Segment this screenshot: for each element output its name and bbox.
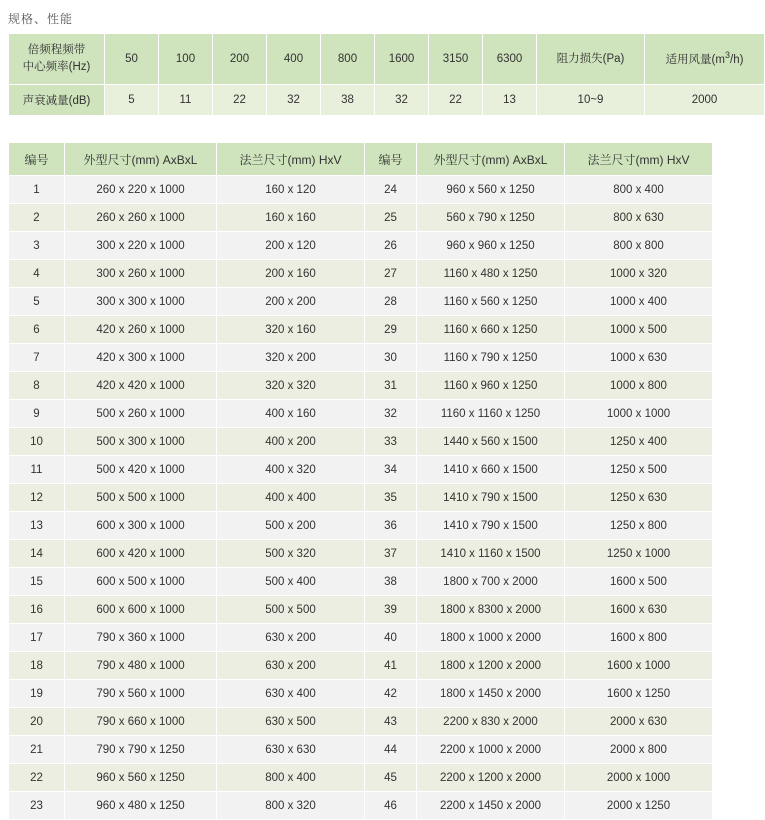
row-size-left: 790 x 560 x 1000: [65, 680, 217, 708]
row-no-right: 38: [365, 568, 417, 596]
row-flange-right: 1000 x 630: [565, 344, 713, 372]
row-no-right: 28: [365, 288, 417, 316]
row-no-right: 32: [365, 400, 417, 428]
row-flange-left: 200 x 200: [217, 288, 365, 316]
row-no-right: 34: [365, 456, 417, 484]
row-flange-left: 200 x 120: [217, 232, 365, 260]
row-size-right: 2200 x 1450 x 2000: [417, 792, 565, 820]
row-no-right: 24: [365, 176, 417, 204]
row-flange-right: 2000 x 1000: [565, 764, 713, 792]
row-no-left: 10: [9, 428, 65, 456]
row-no-right: 45: [365, 764, 417, 792]
table-row: [9, 232, 713, 260]
spec-resistance-value: 10~9: [537, 85, 645, 116]
row-no-left: 21: [9, 736, 65, 764]
row-size-left: 960 x 560 x 1250: [65, 764, 217, 792]
row-size-right: 1160 x 560 x 1250: [417, 288, 565, 316]
row-flange-right: 1250 x 1000: [565, 540, 713, 568]
row-flange-right: 1000 x 500: [565, 316, 713, 344]
row-size-right: 1800 x 8300 x 2000: [417, 596, 565, 624]
row-flange-right: 800 x 630: [565, 204, 713, 232]
table-row: [9, 176, 713, 204]
row-size-right: 1800 x 1450 x 2000: [417, 680, 565, 708]
row-flange-left: 800 x 320: [217, 792, 365, 820]
spec-freq-3150: 3150: [429, 34, 483, 85]
row-size-right: 960 x 960 x 1250: [417, 232, 565, 260]
row-no-right: 27: [365, 260, 417, 288]
row-size-right: 1800 x 700 x 2000: [417, 568, 565, 596]
row-size-left: 300 x 220 x 1000: [65, 232, 217, 260]
row-no-right: 37: [365, 540, 417, 568]
row-size-left: 420 x 300 x 1000: [65, 344, 217, 372]
table-row: [9, 260, 713, 288]
table-row: [9, 372, 713, 400]
spec-att-400: 32: [267, 85, 321, 116]
row-no-left: 23: [9, 792, 65, 820]
row-size-left: 790 x 660 x 1000: [65, 708, 217, 736]
row-size-right: 960 x 560 x 1250: [417, 176, 565, 204]
row-no-left: 17: [9, 624, 65, 652]
row-no-right: 40: [365, 624, 417, 652]
row-flange-right: 1600 x 500: [565, 568, 713, 596]
table-row: [9, 288, 713, 316]
header-no-right: 编号: [365, 143, 417, 176]
row-flange-left: 320 x 160: [217, 316, 365, 344]
row-flange-right: 800 x 800: [565, 232, 713, 260]
row-no-right: 29: [365, 316, 417, 344]
table-row: [9, 204, 713, 232]
table-row: [9, 652, 713, 680]
row-no-right: 31: [365, 372, 417, 400]
row-no-left: 14: [9, 540, 65, 568]
table-row: [9, 596, 713, 624]
row-flange-right: 1600 x 630: [565, 596, 713, 624]
spec-att-3150: 22: [429, 85, 483, 116]
row-flange-right: 1600 x 800: [565, 624, 713, 652]
spec-freq-6300: 6300: [483, 34, 537, 85]
row-flange-right: 2000 x 1250: [565, 792, 713, 820]
table-row: [9, 736, 713, 764]
row-flange-right: 1250 x 800: [565, 512, 713, 540]
row-size-right: 2200 x 1000 x 2000: [417, 736, 565, 764]
row-no-left: 8: [9, 372, 65, 400]
row-no-right: 41: [365, 652, 417, 680]
spec-row1-label-line1: 倍频程频带: [27, 44, 86, 57]
spec-freq-400: 400: [267, 34, 321, 85]
row-flange-right: 2000 x 630: [565, 708, 713, 736]
row-flange-left: 500 x 200: [217, 512, 365, 540]
row-no-left: 7: [9, 344, 65, 372]
row-size-left: 600 x 500 x 1000: [65, 568, 217, 596]
row-no-left: 9: [9, 400, 65, 428]
spec-att-100: 11: [159, 85, 213, 116]
table-row: [9, 708, 713, 736]
spec-freq-1600: 1600: [375, 34, 429, 85]
row-flange-left: 630 x 200: [217, 652, 365, 680]
table-row: [9, 540, 713, 568]
row-flange-right: 1600 x 1000: [565, 652, 713, 680]
header-flange-right: 法兰尺寸(mm) HxV: [565, 143, 713, 176]
spec-freq-800: 800: [321, 34, 375, 85]
row-no-left: 16: [9, 596, 65, 624]
row-no-right: 30: [365, 344, 417, 372]
row-size-left: 260 x 260 x 1000: [65, 204, 217, 232]
header-size-left: 外型尺寸(mm) AxBxL: [65, 143, 217, 176]
spec-att-200: 22: [213, 85, 267, 116]
row-no-left: 4: [9, 260, 65, 288]
row-no-left: 19: [9, 680, 65, 708]
spec-att-1600: 32: [375, 85, 429, 116]
row-size-left: 300 x 300 x 1000: [65, 288, 217, 316]
row-size-right: 1800 x 1200 x 2000: [417, 652, 565, 680]
dimension-table-wrapper: [8, 142, 720, 820]
row-no-right: 46: [365, 792, 417, 820]
table-row: [9, 512, 713, 540]
row-no-left: 13: [9, 512, 65, 540]
row-no-left: 15: [9, 568, 65, 596]
table-row: [9, 680, 713, 708]
row-no-right: 39: [365, 596, 417, 624]
dimension-table-header-row: [9, 143, 713, 176]
row-size-left: 500 x 500 x 1000: [65, 484, 217, 512]
spec-freq-100: 100: [159, 34, 213, 85]
row-flange-left: 400 x 320: [217, 456, 365, 484]
airflow-header-sup: 3: [724, 50, 730, 61]
row-size-left: 600 x 300 x 1000: [65, 512, 217, 540]
row-flange-left: 500 x 320: [217, 540, 365, 568]
row-size-left: 600 x 420 x 1000: [65, 540, 217, 568]
row-size-left: 420 x 260 x 1000: [65, 316, 217, 344]
row-flange-left: 500 x 500: [217, 596, 365, 624]
row-flange-left: 630 x 500: [217, 708, 365, 736]
row-no-right: 35: [365, 484, 417, 512]
spec-attenuation-row: [9, 85, 765, 116]
table-row: [9, 316, 713, 344]
header-size-right: 外型尺寸(mm) AxBxL: [417, 143, 565, 176]
spec-resistance-header: 阻力损失(Pa): [537, 34, 645, 85]
airflow-header-prefix: 适用风量(m: [665, 54, 725, 67]
row-size-right: 1160 x 480 x 1250: [417, 260, 565, 288]
row-size-right: 1160 x 790 x 1250: [417, 344, 565, 372]
row-flange-left: 320 x 320: [217, 372, 365, 400]
row-flange-right: 1250 x 630: [565, 484, 713, 512]
row-size-left: 790 x 790 x 1250: [65, 736, 217, 764]
row-no-left: 1: [9, 176, 65, 204]
spec-freq-200: 200: [213, 34, 267, 85]
spec-att-50: 5: [105, 85, 159, 116]
row-no-right: 33: [365, 428, 417, 456]
row-size-right: 1440 x 560 x 1500: [417, 428, 565, 456]
row-size-right: 1160 x 1160 x 1250: [417, 400, 565, 428]
spec-airflow-header: [645, 34, 765, 85]
row-no-left: 12: [9, 484, 65, 512]
row-flange-right: 1000 x 400: [565, 288, 713, 316]
row-flange-right: 1250 x 500: [565, 456, 713, 484]
spec-airflow-value: 2000: [645, 85, 765, 116]
table-row: [9, 484, 713, 512]
table-row: [9, 400, 713, 428]
row-size-left: 600 x 600 x 1000: [65, 596, 217, 624]
row-no-left: 20: [9, 708, 65, 736]
row-flange-right: 2000 x 800: [565, 736, 713, 764]
row-size-left: 500 x 260 x 1000: [65, 400, 217, 428]
spec-header-row: [9, 34, 765, 85]
header-flange-left: 法兰尺寸(mm) HxV: [217, 143, 365, 176]
row-flange-left: 500 x 400: [217, 568, 365, 596]
row-flange-left: 400 x 400: [217, 484, 365, 512]
airflow-header-suffix: /h): [730, 54, 744, 67]
spec-row1-label-line2: 中心频率(Hz): [22, 61, 91, 73]
row-no-left: 6: [9, 316, 65, 344]
row-flange-left: 320 x 200: [217, 344, 365, 372]
row-flange-left: 400 x 200: [217, 428, 365, 456]
row-size-left: 300 x 260 x 1000: [65, 260, 217, 288]
row-no-left: 5: [9, 288, 65, 316]
row-flange-right: 1250 x 400: [565, 428, 713, 456]
row-flange-left: 200 x 160: [217, 260, 365, 288]
row-size-right: 1160 x 660 x 1250: [417, 316, 565, 344]
dimension-table-body: [9, 176, 713, 820]
row-no-left: 22: [9, 764, 65, 792]
row-no-left: 18: [9, 652, 65, 680]
table-row: [9, 624, 713, 652]
row-size-left: 420 x 420 x 1000: [65, 372, 217, 400]
row-size-right: 560 x 790 x 1250: [417, 204, 565, 232]
row-flange-left: 800 x 400: [217, 764, 365, 792]
row-size-left: 790 x 360 x 1000: [65, 624, 217, 652]
spec-att-6300: 13: [483, 85, 537, 116]
row-flange-left: 630 x 630: [217, 736, 365, 764]
row-size-right: 1160 x 960 x 1250: [417, 372, 565, 400]
row-flange-left: 630 x 200: [217, 624, 365, 652]
row-size-left: 260 x 220 x 1000: [65, 176, 217, 204]
spec-att-800: 38: [321, 85, 375, 116]
row-size-right: 1410 x 790 x 1500: [417, 484, 565, 512]
row-no-right: 42: [365, 680, 417, 708]
row-no-right: 26: [365, 232, 417, 260]
row-size-right: 1800 x 1000 x 2000: [417, 624, 565, 652]
row-no-right: 43: [365, 708, 417, 736]
row-size-left: 500 x 300 x 1000: [65, 428, 217, 456]
table-row: [9, 764, 713, 792]
row-flange-left: 400 x 160: [217, 400, 365, 428]
section-title: 规格、性能: [8, 12, 74, 26]
row-flange-left: 630 x 400: [217, 680, 365, 708]
spec-freq-50: 50: [105, 34, 159, 85]
row-no-left: 2: [9, 204, 65, 232]
row-no-right: 25: [365, 204, 417, 232]
row-size-left: 500 x 420 x 1000: [65, 456, 217, 484]
row-flange-left: 160 x 120: [217, 176, 365, 204]
spec-row1-label: [9, 34, 105, 85]
row-flange-right: 1000 x 320: [565, 260, 713, 288]
table-row: [9, 456, 713, 484]
row-no-right: 36: [365, 512, 417, 540]
row-flange-right: 1000 x 1000: [565, 400, 713, 428]
row-flange-right: 1600 x 1250: [565, 680, 713, 708]
row-flange-left: 160 x 160: [217, 204, 365, 232]
row-flange-right: 800 x 400: [565, 176, 713, 204]
row-size-left: 790 x 480 x 1000: [65, 652, 217, 680]
row-size-right: 1410 x 790 x 1500: [417, 512, 565, 540]
row-flange-right: 1000 x 800: [565, 372, 713, 400]
row-size-right: 1410 x 660 x 1500: [417, 456, 565, 484]
row-no-right: 44: [365, 736, 417, 764]
spec-performance-table: [8, 33, 765, 116]
header-no-left: 编号: [9, 143, 65, 176]
row-size-left: 960 x 480 x 1250: [65, 792, 217, 820]
table-row: [9, 568, 713, 596]
row-no-left: 11: [9, 456, 65, 484]
row-size-right: 2200 x 830 x 2000: [417, 708, 565, 736]
table-row: [9, 344, 713, 372]
row-no-left: 3: [9, 232, 65, 260]
row-size-right: 2200 x 1200 x 2000: [417, 764, 565, 792]
row-size-right: 1410 x 1160 x 1500: [417, 540, 565, 568]
table-row: [9, 792, 713, 820]
dimension-table: [8, 142, 713, 820]
table-row: [9, 428, 713, 456]
spec-row2-label: 声衰减量(dB): [9, 85, 105, 116]
